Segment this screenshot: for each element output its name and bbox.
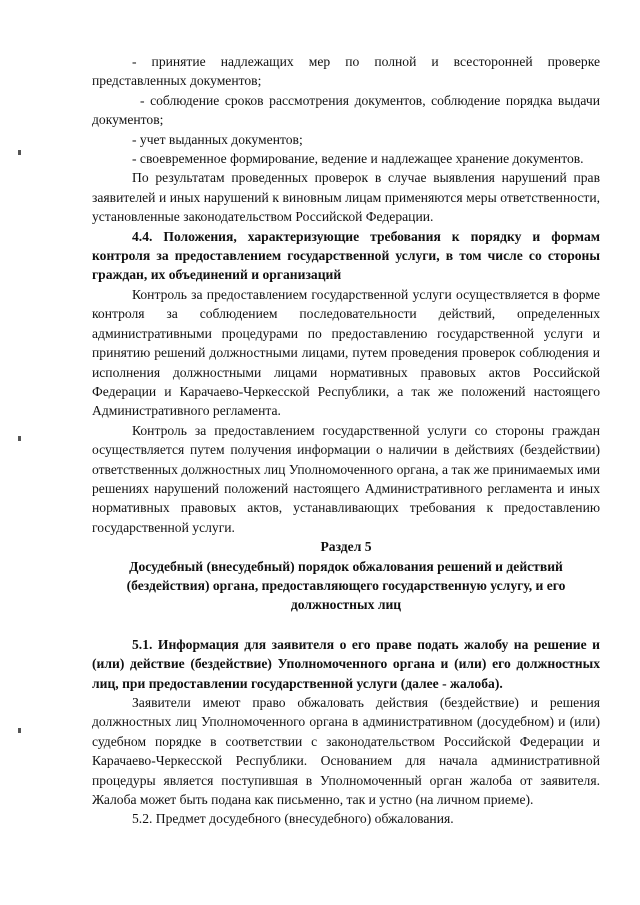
list-item-deadlines: - соблюдение сроков рассмотрения документов, соблюдение порядка выдачи документов;: [92, 92, 600, 128]
heading-4-4: 4.4. Положения, характеризующие требования к порядку и формам контроля за предоставлением государственной услуги, в том числе со стороны граждан, их объединений и организаций: [92, 228, 600, 283]
margin-mark: [18, 150, 21, 155]
list-item-storage: - своевременное формирование, ведение и надлежащее хранение документов.: [132, 151, 584, 167]
paragraph-applicant-rights: Заявители имеют право обжаловать действия (бездействие) и решения должностных лиц Уполномоченного органа в административном (досудебном) и (или) судебном порядке в соответствии с законодательством Российской Федерации и Карачаево-Черкесской Республики. Основанием для начала административной процедуры является поступившая в Уполномоченный орган жалоба от заявителя. Жалоба может быть подана как письменно, так и устно (на личном приеме).: [92, 695, 600, 808]
margin-mark: [18, 436, 21, 441]
margin-mark: [18, 728, 21, 733]
paragraph-check-results: По результатам проведенных проверок в случае выявления нарушений прав заявителей и иных нарушений к виновным лицам применяются меры ответственности, установленные законодательством Российской Федерации.: [92, 170, 600, 225]
paragraph-control-form: Контроль за предоставлением государственной услуги осуществляется в форме контроля за соблюдением последовательности действий, определенных административными процедурами по предоставлению государственной услуги и принятию решений должностными лицами, путем проведения проверок соблюдения и исполнения должностными лицами нормативных правовых актов Российской Федерации и Карачаево-Черкесской Республики, а так же положений настоящего Административного регламента.: [92, 286, 600, 419]
paragraph-citizen-control: Контроль за предоставлением государственной услуги со стороны граждан осуществляется путем получения информации о наличии в действиях (бездействии) ответственных должностных лиц Уполномоченного органа, а так же принимаемых ими решениях нарушений положений настоящего Административного регламента и иных нормативных правовых актов, устанавливающих требования к предоставлению государственной услуги.: [92, 422, 600, 535]
list-item-measures: - принятие надлежащих мер по полной и всесторонней проверке представленных документов;: [92, 54, 600, 89]
section-number: Раздел 5: [320, 539, 372, 555]
heading-5-1: 5.1. Информация для заявителя о его праве подать жалобу на решение и (или) действие (бездействие) Уполномоченного органа и (или) его должностных лиц, при предоставлении государственной услуги (далее - жалоба).: [92, 636, 600, 691]
paragraph-5-2: 5.2. Предмет досудебного (внесудебного) обжалования.: [132, 811, 454, 827]
section-title: Досудебный (внесудебный) порядок обжалования решений и действий (бездействия) органа, предоставляющего государственную услугу, и его должностных лиц: [126, 558, 566, 613]
list-item-records: - учет выданных документов;: [132, 131, 303, 147]
